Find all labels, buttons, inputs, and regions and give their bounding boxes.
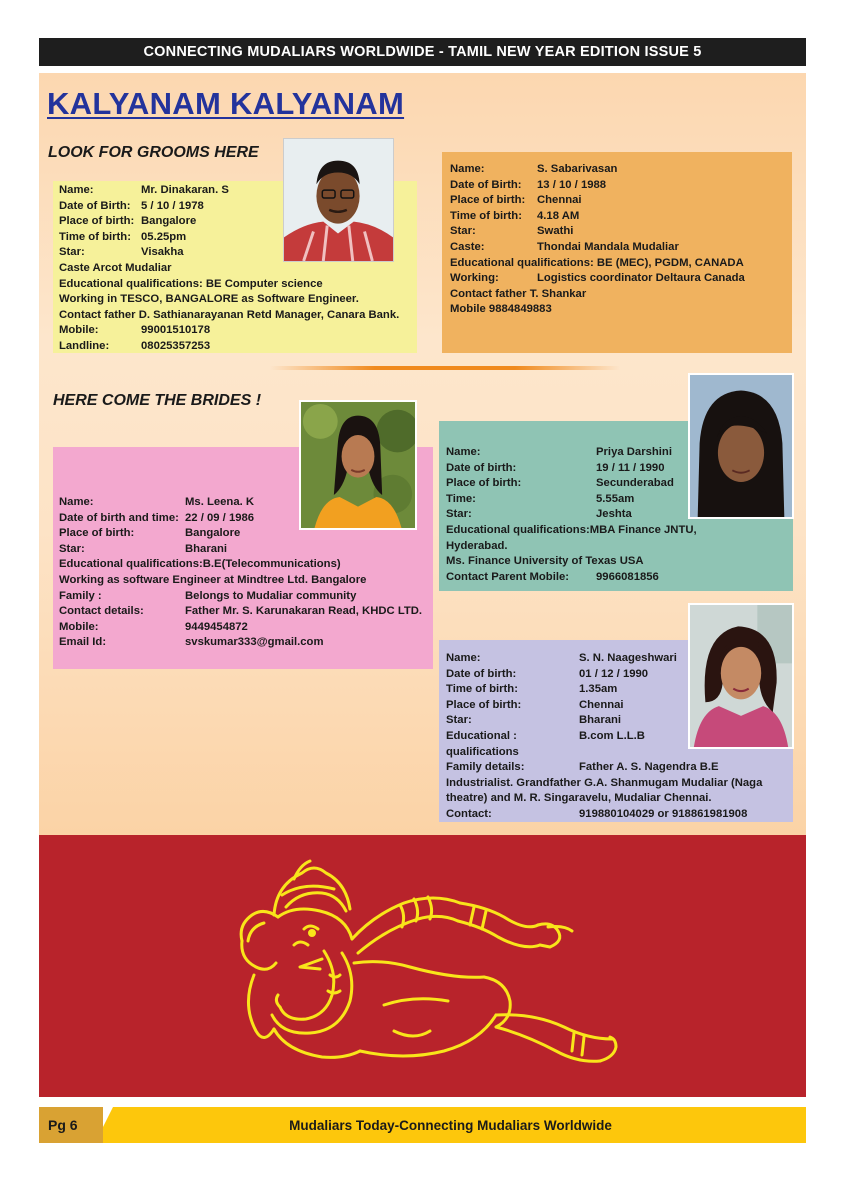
detail-label: Date of Birth:	[450, 178, 522, 191]
detail-row	[450, 240, 792, 256]
detail-label: Date of birth:	[446, 667, 517, 680]
detail-value: 5 / 10 / 1978	[141, 199, 204, 212]
detail-label: Date of birth:	[446, 461, 517, 474]
detail-row	[59, 339, 417, 355]
detail-row	[446, 570, 793, 586]
detail-label: Family details:	[446, 761, 525, 774]
detail-value: S. Sabarivasan	[537, 163, 618, 175]
ganesha-panel	[39, 835, 806, 1097]
detail-label: Place of birth:	[59, 215, 135, 228]
detail-value: 5.55am	[596, 492, 635, 505]
detail-value: 13 / 10 / 1988	[537, 178, 607, 191]
detail-line: Contact father T. Shankar	[450, 287, 587, 300]
detail-line: Hyderabad.	[446, 539, 508, 552]
page-title: KALYANAM KALYANAM	[47, 86, 405, 121]
detail-row	[59, 323, 417, 339]
detail-value: svskumar333@gmail.com	[185, 636, 324, 649]
detail-row	[450, 178, 792, 194]
detail-label: Family :	[59, 589, 102, 602]
detail-value: Bangalore	[185, 527, 241, 540]
detail-label: Date of Birth:	[59, 199, 131, 212]
detail-label: Time of birth:	[59, 230, 131, 243]
detail-label: Name:	[450, 163, 485, 175]
detail-value: B.com L.L.B	[579, 729, 645, 742]
detail-value: Bharani	[185, 542, 228, 555]
detail-label: Time:	[446, 492, 476, 505]
detail-label: Landline:	[59, 339, 110, 352]
detail-value: Priya Darshini	[596, 446, 672, 458]
detail-value: 4.18 AM	[537, 209, 580, 222]
detail-label: Place of birth:	[450, 194, 526, 207]
detail-value: Thondai Mandala Mudaliar	[537, 240, 679, 253]
detail-value: Father Mr. S. Karunakaran Read, KHDC LTD.	[185, 605, 423, 618]
detail-value: 1.35am	[579, 683, 618, 696]
detail-label: Name:	[446, 446, 481, 458]
detail-label: Working:	[450, 272, 499, 285]
top-banner: CONNECTING MUDALIARS WORLDWIDE - TAMIL NEW YEAR EDITION ISSUE 5	[39, 38, 806, 66]
detail-value: 919880104029 or 918861981908	[579, 807, 748, 820]
detail-value: Belongs to Mudaliar community	[185, 589, 357, 602]
detail-label: Contact:	[446, 807, 492, 820]
detail-value: Chennai	[537, 194, 582, 207]
detail-line: Educational qualifications: BE Computer science	[59, 277, 323, 290]
detail-value: 01 / 12 / 1990	[579, 667, 649, 680]
detail-value: 08025357253	[141, 339, 211, 352]
detail-line: Working as software Engineer at Mindtree Ltd. Bangalore	[59, 573, 367, 586]
detail-line: Working in TESCO, BANGALORE as Software Engineer.	[59, 293, 359, 306]
detail-row	[450, 193, 792, 209]
detail-value: 22 / 09 / 1986	[185, 511, 255, 524]
detail-label: Email Id:	[59, 636, 107, 649]
detail-value: Father A. S. Nagendra B.E	[579, 761, 719, 774]
detail-label: Name:	[59, 496, 94, 508]
detail-value: 99001510178	[141, 324, 211, 337]
footer-tagline: Mudaliars Today-Connecting Mudaliars Worldwide	[289, 1117, 612, 1133]
detail-label: Caste:	[450, 240, 485, 253]
detail-row	[446, 807, 793, 823]
page-number-tab: Pg 6	[39, 1107, 103, 1143]
bride-photo-naageshwari	[688, 603, 794, 749]
detail-value: Visakha	[141, 246, 184, 259]
detail-row	[450, 271, 792, 287]
detail-value: 9449454872	[185, 620, 248, 633]
bride-photo-leena	[299, 400, 417, 530]
detail-line: Industrialist. Grandfather G.A. Shanmugam Mudaliar (Naga	[446, 776, 763, 789]
detail-label: Contact Parent Mobile:	[446, 570, 570, 583]
detail-line: Caste Arcot Mudaliar	[59, 261, 172, 274]
detail-value: Chennai	[579, 698, 624, 711]
detail-label: Time of birth:	[450, 209, 522, 222]
detail-label: Star:	[446, 714, 472, 727]
detail-line: Contact father D. Sathianarayanan Retd Manager, Canara Bank.	[59, 308, 400, 321]
detail-label: Name:	[59, 184, 94, 196]
detail-row	[450, 224, 792, 240]
detail-label: Place of birth:	[446, 477, 522, 490]
detail-value: S. N. Naageshwari	[579, 652, 677, 664]
detail-row	[59, 604, 433, 620]
detail-value: Ms. Leena. K	[185, 496, 255, 508]
detail-value: Secunderabad	[596, 477, 674, 490]
detail-label: Mobile:	[59, 324, 99, 337]
detail-label: Star:	[446, 508, 472, 521]
detail-line: Ms. Finance University of Texas USA	[446, 555, 644, 568]
detail-row	[450, 209, 792, 225]
detail-label: Star:	[59, 542, 85, 555]
detail-label: Star:	[450, 225, 476, 238]
detail-value: 19 / 11 / 1990	[596, 461, 665, 474]
detail-row	[59, 635, 433, 651]
detail-line: Educational qualifications: BE (MEC), PGDM, CANADA	[450, 256, 744, 269]
detail-value: Bharani	[579, 714, 622, 727]
detail-value: 9966081856	[596, 570, 659, 583]
detail-value: Mr. Dinakaran. S	[141, 184, 229, 196]
detail-label: Name:	[446, 652, 481, 664]
detail-line: qualifications	[446, 745, 519, 758]
brides-heading: HERE COME THE BRIDES !	[53, 392, 262, 409]
detail-label: Mobile:	[59, 620, 99, 633]
detail-row	[59, 542, 433, 558]
detail-value: 05.25pm	[141, 230, 187, 243]
detail-label: Time of birth:	[446, 683, 518, 696]
detail-label: Place of birth:	[446, 698, 522, 711]
detail-row	[59, 589, 433, 605]
detail-label: Star:	[59, 246, 85, 259]
groom-photo-dinakaran	[283, 138, 394, 262]
footer-bar	[39, 1107, 806, 1143]
detail-value: Swathi	[537, 225, 574, 238]
detail-label: Contact details:	[59, 605, 144, 618]
detail-row	[446, 760, 793, 776]
detail-row	[59, 620, 433, 636]
detail-row	[450, 162, 792, 178]
reclining-ganesha-icon	[234, 855, 619, 1073]
detail-value: Logistics coordinator Deltaura Canada	[537, 272, 745, 285]
detail-label: Educational :	[446, 729, 517, 742]
detail-value: Bangalore	[141, 215, 197, 228]
detail-line: theatre) and M. R. Singaravelu, Mudaliar Chennai.	[446, 792, 712, 805]
section-divider	[270, 366, 620, 370]
groom-card-sabarivasan	[442, 152, 792, 353]
detail-label: Date of birth and time:	[59, 511, 179, 524]
bride-photo-priya	[688, 373, 794, 519]
detail-line: Educational qualifications:MBA Finance JNTU,	[446, 523, 697, 536]
detail-value: Jeshta	[596, 508, 632, 521]
detail-line: Educational qualifications:B.E(Telecommunications)	[59, 558, 341, 571]
detail-line: Mobile 9884849883	[450, 303, 552, 316]
detail-label: Place of birth:	[59, 527, 135, 540]
grooms-heading: LOOK FOR GROOMS HERE	[48, 144, 259, 161]
